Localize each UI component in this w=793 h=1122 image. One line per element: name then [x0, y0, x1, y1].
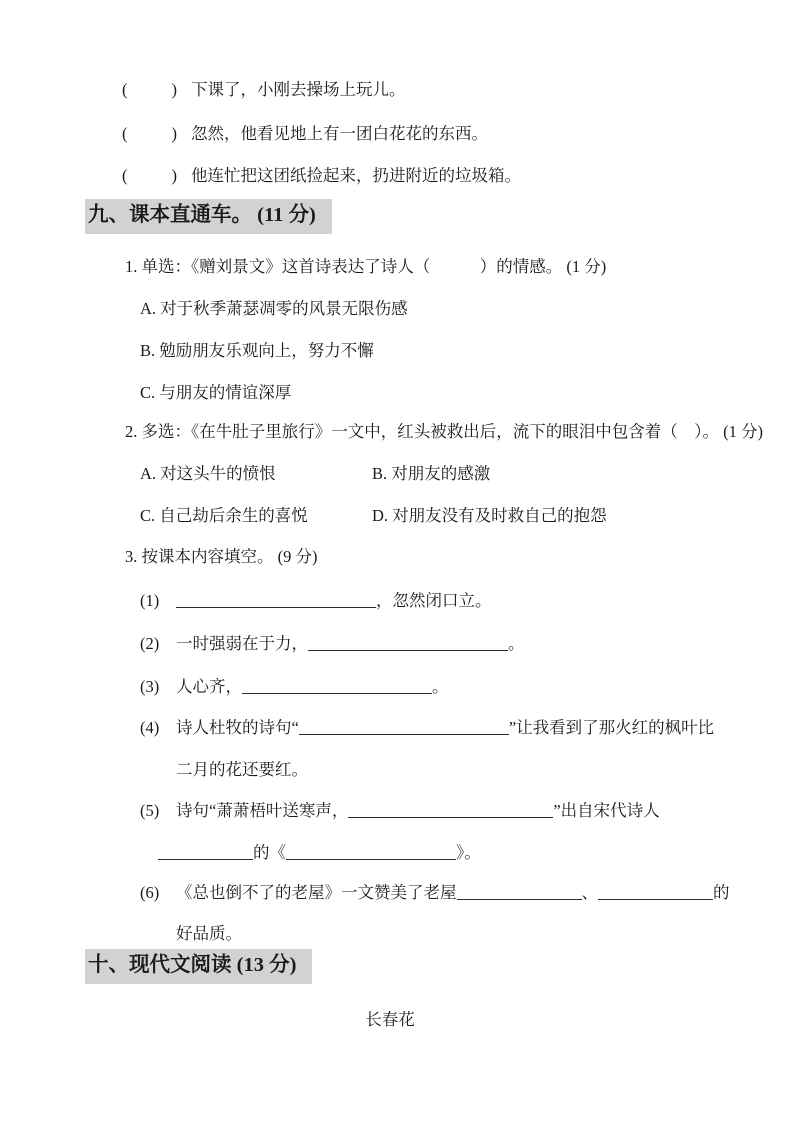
fill-item-text: 、 — [581, 883, 598, 902]
section-ten-header — [85, 949, 312, 984]
question-2: 2. 多选：《在牛肚子里旅行》一文中，红头被救出后，流下的眼泪中包含着（ ）。 (1 分) — [125, 422, 763, 441]
fill-in-blank[interactable] — [457, 883, 582, 900]
fill-in-blank[interactable] — [299, 718, 509, 735]
paren-open: ( — [122, 166, 128, 185]
section-nine-header — [85, 199, 332, 234]
fill-item-text: 二月的花还要红。 — [176, 760, 308, 779]
question-2-option-a[interactable]: A. 对这头牛的愤恨 — [140, 464, 276, 483]
fill-item-4-continuation — [176, 760, 308, 781]
fill-item-content — [176, 634, 525, 655]
fill-in-blank[interactable] — [598, 883, 713, 900]
fill-item-number: (6) — [140, 883, 160, 902]
sequence-answer-box-1[interactable] — [122, 80, 177, 101]
question-2-option-d[interactable]: D. 对朋友没有及时救自己的抱怨 — [372, 506, 607, 525]
fill-item-text: 的 — [713, 883, 730, 902]
paren-open: ( — [122, 80, 128, 99]
fill-item-text: 人心齐， — [176, 677, 242, 696]
question-2-option-b[interactable]: B. 对朋友的感激 — [372, 464, 491, 483]
paren-close: ) — [171, 80, 177, 99]
question-1: 1. 单选：《赠刘景文》这首诗表达了诗人（ ）的情感。 (1 分) — [125, 257, 607, 276]
fill-item-content — [176, 591, 492, 612]
question-1-option-c[interactable]: C. 与朋友的情谊深厚 — [140, 383, 292, 402]
fill-item-text: 《总也倒不了的老屋》一文赞美了老屋 — [176, 883, 457, 902]
fill-in-blank[interactable] — [158, 843, 253, 860]
fill-item-text: ”出自宋代诗人 — [553, 801, 660, 820]
fill-item-text: ，忽然闭口立。 — [376, 591, 492, 610]
fill-item-number: (2) — [140, 634, 160, 653]
fill-in-blank[interactable] — [286, 843, 456, 860]
fill-item-text: 诗句“萧萧梧叶送寒声， — [176, 801, 349, 820]
sequence-text: 他连忙把这团纸捡起来，扔进附近的垃圾箱。 — [191, 166, 521, 185]
fill-in-blank[interactable] — [176, 591, 376, 608]
fill-item-content — [176, 883, 730, 904]
sequence-text: 下课了，小刚去操场上玩儿。 — [191, 80, 406, 99]
section-nine-title: 九、课本直通车。 (11 分) — [85, 199, 332, 234]
passage-title: 长春花 — [365, 1010, 415, 1029]
fill-item-text: 一时强弱在于力， — [176, 634, 308, 653]
sequence-item-3 — [122, 166, 521, 187]
fill-item-number: (4) — [140, 718, 160, 737]
fill-item-number: (3) — [140, 677, 160, 696]
fill-item-text: 。 — [432, 677, 449, 696]
sequence-answer-box-3[interactable] — [122, 166, 177, 187]
fill-item-content — [176, 718, 714, 739]
fill-item-6-continuation — [176, 924, 242, 945]
section-ten-title: 十、现代文阅读 (13 分) — [85, 949, 312, 984]
fill-item-text: 。 — [508, 634, 525, 653]
sequence-text: 忽然，他看见地上有一团白花花的东西。 — [191, 124, 488, 143]
fill-item-5-continuation — [158, 843, 481, 864]
fill-item-text: ”让我看到了那火红的枫叶比 — [508, 718, 715, 737]
question-2-option-c[interactable]: C. 自己劫后余生的喜悦 — [140, 506, 308, 525]
paren-close: ) — [171, 166, 177, 185]
fill-in-blank[interactable] — [308, 634, 508, 651]
fill-item-text: 》。 — [456, 843, 481, 862]
fill-in-blank[interactable] — [348, 801, 553, 818]
question-1-option-b[interactable]: B. 勉励朋友乐观向上，努力不懈 — [140, 341, 374, 360]
fill-item-number: (1) — [140, 591, 160, 610]
fill-item-content — [176, 677, 449, 698]
fill-item-text: 好品质。 — [176, 924, 242, 943]
sequence-item-1 — [122, 80, 406, 101]
fill-item-number: (5) — [140, 801, 160, 820]
fill-item-content — [176, 801, 660, 822]
sequence-answer-box-2[interactable] — [122, 124, 177, 145]
sequence-item-2 — [122, 124, 488, 145]
question-3: 3. 按课本内容填空。 (9 分) — [125, 547, 318, 566]
paren-close: ) — [171, 124, 177, 143]
question-1-option-a[interactable]: A. 对于秋季萧瑟凋零的风景无限伤感 — [140, 299, 408, 318]
fill-item-text: 诗人杜牧的诗句“ — [176, 718, 299, 737]
fill-in-blank[interactable] — [242, 677, 432, 694]
paren-open: ( — [122, 124, 128, 143]
fill-item-text: 的《 — [253, 843, 286, 862]
